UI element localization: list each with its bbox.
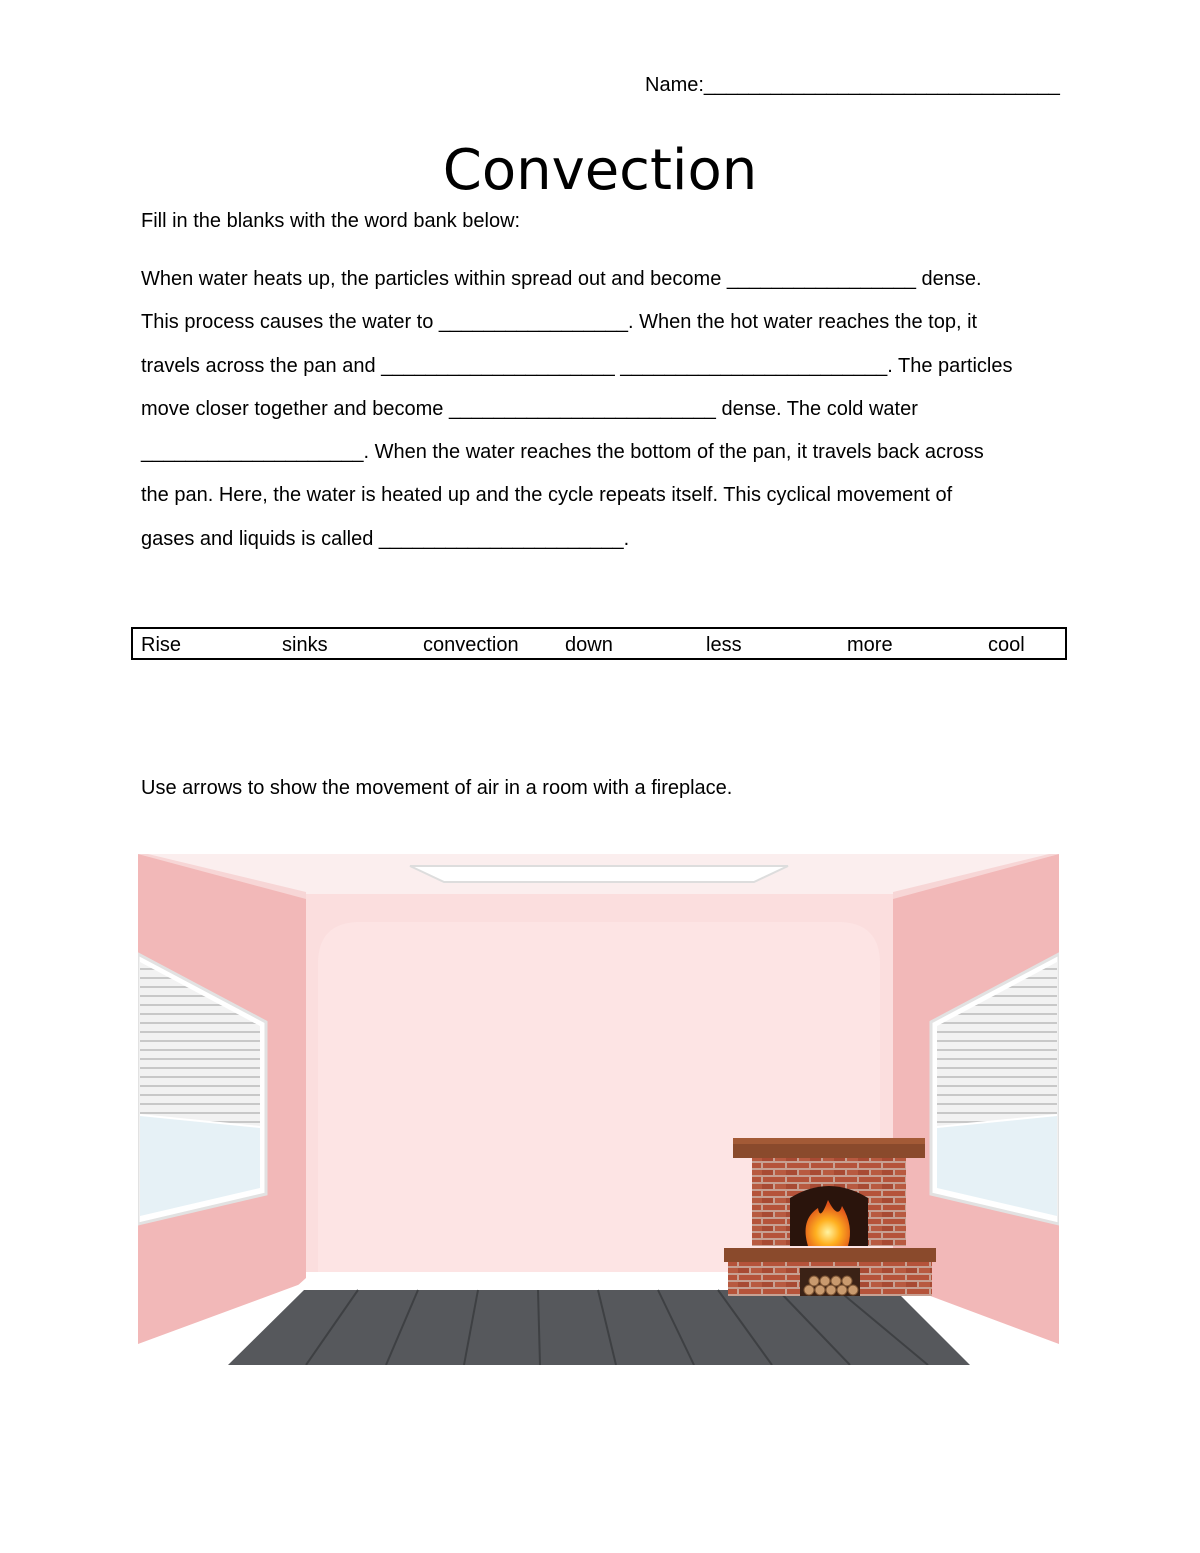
firewood-icon bbox=[804, 1276, 858, 1295]
floor bbox=[228, 1290, 970, 1365]
room-with-fireplace-illustration bbox=[138, 854, 1059, 1365]
word-bank-item: less bbox=[706, 634, 742, 656]
word-bank-item: sinks bbox=[282, 634, 328, 656]
word-bank-item: down bbox=[565, 634, 613, 656]
fill-in-paragraph bbox=[141, 258, 1071, 561]
ceiling-light bbox=[410, 866, 788, 882]
word-bank-item: convection bbox=[423, 634, 519, 656]
word-bank-item: cool bbox=[988, 634, 1025, 656]
worksheet-title: Convection bbox=[442, 138, 758, 203]
word-bank-item: more bbox=[847, 634, 893, 656]
paragraph-line: This process causes the water to _________________. When the hot water reaches the top, it bbox=[141, 311, 978, 334]
arrows-prompt: Use arrows to show the movement of air in a room with a fireplace. bbox=[141, 777, 733, 799]
name-blank[interactable]: ________________________________ bbox=[703, 74, 1060, 96]
fill-in-instructions: Fill in the blanks with the word bank below: bbox=[141, 210, 521, 232]
word-bank bbox=[131, 627, 1067, 660]
name-label: Name: bbox=[645, 74, 704, 96]
paragraph-line: move closer together and become ________________________ dense. The cold water bbox=[141, 397, 918, 420]
paragraph-line: gases and liquids is called ______________________. bbox=[141, 527, 630, 550]
paragraph-line: the pan. Here, the water is heated up and the cycle repeats itself. This cyclical movement of bbox=[141, 484, 953, 507]
fireplace-icon bbox=[724, 1138, 936, 1296]
word-bank-item: Rise bbox=[141, 634, 182, 656]
paragraph-line: travels across the pan and _____________________ ________________________. The particles bbox=[141, 354, 1013, 377]
paragraph-line: When water heats up, the particles within spread out and become _________________ dense. bbox=[141, 268, 982, 290]
paragraph-line: ____________________. When the water reaches the bottom of the pan, it travels back across bbox=[141, 441, 984, 464]
name-field[interactable] bbox=[645, 74, 1060, 97]
